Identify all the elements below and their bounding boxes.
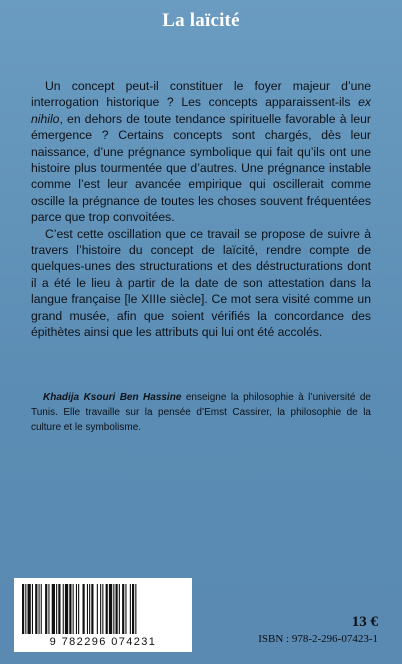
barcode-bar [87,584,88,634]
barcode-bar [109,584,112,634]
barcode-bar [91,584,93,634]
price: 13 € [351,614,378,630]
barcode-bar [48,584,49,634]
author-name: Khadija Ksouri Ben Hassine [43,392,182,403]
barcode-bar [39,584,40,634]
isbn: ISBN : 978-2-296-07423-1 [258,633,378,645]
barcode-bar [58,584,60,634]
barcode-number: 9 782296 074231 [49,636,157,648]
barcode-bar [130,584,131,634]
blurb-paragraph-1: Un concept peut-il constituer le foyer majeur d’une interrogation historique ? Les concepts apparaissent-ils ex nihilo, en dehors de toute tendance spirituelle favorable à leur émergence ? Certains concepts sont chargés, dès leur naissance, d’une prégnance symbolique qui fait qu’ils ont une histoire plus tourmentée que d’autres. Une prégnance instable comme l’est leur avancée empirique qui oscillerait comme oscille la prégnance de toutes les choses souvent fréquentées parce que trop convoitées. [31,79,371,225]
book-title: La laïcité [162,10,240,31]
barcode-bar [116,584,118,634]
barcode-bar [83,584,85,634]
barcode-bar [73,584,74,634]
barcode-icon [20,584,186,634]
barcode-bar [89,584,90,634]
barcode-bar [97,584,98,634]
author-bio [31,390,371,435]
barcode-bar [125,584,126,634]
barcode-bar [63,584,64,634]
barcode-bar [100,584,101,634]
barcode-bar [113,584,114,634]
barcode-bar [122,584,124,634]
barcode-bar [119,584,120,634]
barcode-bar [78,584,79,634]
barcode-bar [106,584,108,634]
barcode-bar [35,584,37,634]
barcode-bar [56,584,57,634]
barcode-bar [41,584,42,634]
barcode-bar [102,584,103,634]
barcode-bar [135,584,136,634]
barcode-bar [65,584,68,634]
latin-phrase: ex nihilo [31,95,371,126]
barcode-bar [32,584,33,634]
barcode-bar [28,584,31,634]
barcode-bar [22,584,24,634]
barcode-bar [25,584,26,634]
barcode-bar [132,584,134,634]
author-description: enseigne la philosophie à l’université de Tunis. Elle travaille sur la pensée d’Emst Cassirer, la philosophie de la culture et le symbolisme. [31,392,371,433]
blurb-paragraph-2: C’est cette oscillation que ce travail se propose de suivre à travers l’histoire du concept de laïcité, rendre compte de quelques-unes des structurations et des déstructurations dont il a été le lieu à partir de la date de son attestation dans la langue française [le XIIIe siècle]. Ce mot sera visité comme un grand musée, afin que soient vérifiés la concordance des épithètes ainsi que les attributs qui lui ont été accolés. [31,226,371,340]
barcode-bar [76,584,77,634]
barcode [14,578,192,652]
barcode-bar [45,584,47,634]
blurb [31,78,371,341]
barcode-bar [52,584,55,634]
barcode-bar [69,584,71,634]
